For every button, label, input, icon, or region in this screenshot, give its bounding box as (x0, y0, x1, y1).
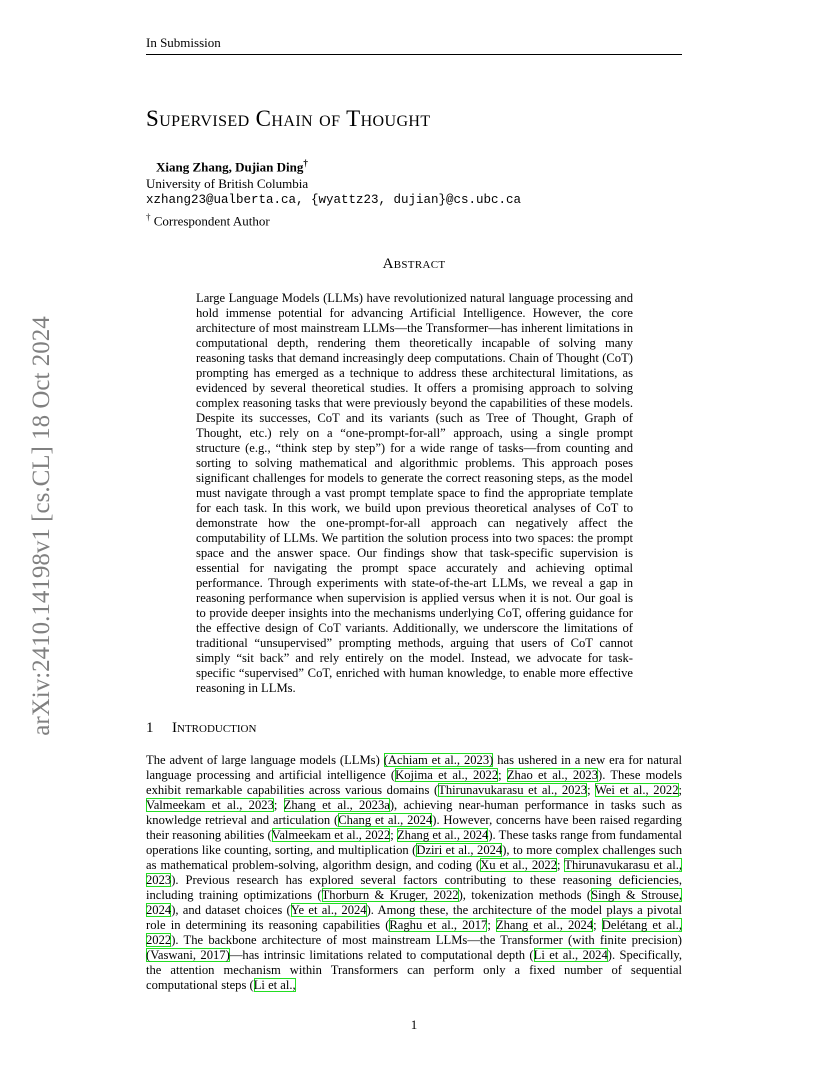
running-header: In Submission (146, 35, 682, 55)
intro-text: ; (593, 918, 602, 932)
citation-link[interactable]: Zhao et al., 2023 (506, 768, 599, 782)
citation-link[interactable]: Zhang et al., 2024 (396, 828, 489, 842)
arxiv-identifier: arXiv:2410.14198v1 [cs.CL] 18 Oct 2024 (28, 316, 55, 736)
author-block (146, 155, 521, 230)
intro-text: ). The backbone architecture of most mainstream LLMs—the Transformer (with finite precision) (171, 933, 682, 947)
citation-link[interactable]: Thorburn & Kruger, 2022 (321, 888, 459, 902)
citation-link[interactable]: Zhang et al., 2024 (495, 918, 594, 932)
intro-text: has ushered in a new era for natural language processing and artificial intelligence ( (146, 753, 682, 782)
intro-text: ; (557, 858, 565, 872)
intro-text: ), and dataset choices ( (171, 903, 291, 917)
citation-link[interactable]: Chang et al., 2024 (338, 813, 433, 827)
citation-link[interactable]: Kojima et al., 2022 (395, 768, 499, 782)
citation-link[interactable]: Valmeekam et al., 2022 (271, 828, 391, 842)
citation-link[interactable]: Zhang et al., 2023a (283, 798, 390, 812)
section-number: 1 (146, 720, 154, 736)
citation-link[interactable]: Li et al., (253, 978, 296, 992)
dagger-mark: † (303, 158, 308, 168)
intro-text: ). Previous research has explored several factors contributing to these reasoning deficiencies, including training optimizations ( (146, 873, 682, 902)
abstract-text: Large Language Models (LLMs) have revolutionized natural language processing and hold immense potential for advancing Artificial Intelligence. However, the core architecture of most mainstream LLMs—the Transformer—has inherent limitations in computational depth, rendering them theoretically incapable of solving many reasoning tasks that demand increasingly deep computations. Chain of Thought (CoT) prompting has emerged as a technique to address these architectural limitations, as evidenced by several theoretical studies. It offers a promising approach to solving complex reasoning tasks that were previously beyond the capabilities of these models. Despite its successes, CoT and its variants (such as Tree of Thought, Graph of Thought, etc.) rely on a “one-prompt-for-all” approach, using a single prompt structure (e.g., “think step by step”) for a wide range of tasks—from counting and sorting to solving mathematical and algorithmic problems. This approach poses significant challenges for models to generate the correct reasoning steps, as the model must navigate through a vast prompt template space to find the appropriate template for each task. In this work, we build upon previous theoretical analyses of CoT to demonstrate how the one-prompt-for-all approach can negatively affect the computability of LLMs. We partition the solution process into two spaces: the prompt space and the answer space. Our findings show that task-specific supervision is essential for navigating the prompt space accurately and achieving optimal performance. Through experiments with state-of-the-art LLMs, we reveal a gap in reasoning performance when supervision is applied versus when it is not. Our goal is to provide deeper insights into the mechanisms underlying CoT, offering guidance for the effective design of CoT variants. Additionally, we underscore the limitations of traditional “unsupervised” prompting methods, arguing that users of CoT cannot simply “sit back” and rely entirely on the model. Instead, we advocate for task-specific “supervised” CoT, enriched with human knowledge, to enable more effective reasoning in LLMs. (196, 291, 633, 695)
citation-link[interactable]: (Achiam et al., 2023) (383, 753, 494, 767)
section-heading (146, 720, 256, 737)
page-number: 1 (410, 1017, 418, 1032)
citation-link[interactable]: (Vaswani, 2017) (146, 948, 230, 962)
intro-text: ). These tasks range from fundamental operations like counting, sorting, and multiplication ( (146, 828, 682, 857)
intro-text: ). Specifically, the attention mechanism within Transformers can perform only a fixed number of sequential computational steps ( (146, 948, 683, 992)
intro-text: ), tokenization methods ( (458, 888, 592, 902)
author-names (146, 155, 521, 175)
citation-link[interactable]: Xu et al., 2022 (480, 858, 558, 872)
author-emails: xzhang23@ualberta.ca, {wyattz23, dujian}@cs.ubc.ca (146, 193, 522, 208)
intro-text: ; (498, 768, 507, 782)
author-note (146, 209, 521, 229)
citation-link[interactable]: Thirunavukarasu et al., 2023 (146, 858, 682, 887)
affiliation: University of British Columbia (146, 176, 309, 192)
citation-link[interactable]: Raghu et al., 2017 (389, 918, 488, 932)
citation-link[interactable]: Dziri et al., 2024 (416, 843, 503, 857)
author-names-text: Xiang Zhang, Dujian Ding (156, 159, 304, 175)
intro-text: ). However, concerns have been raised regarding their reasoning abilities ( (146, 813, 682, 842)
citation-link[interactable]: Li et al., 2024 (533, 948, 608, 962)
intro-text: ; (390, 828, 397, 842)
intro-text: ). Among these, the architecture of the model plays a pivotal role in determining its reasoning capabilities ( (146, 903, 683, 932)
citation-link[interactable]: Singh & Strouse, 2024 (146, 888, 682, 917)
note-text: Correspondent Author (153, 213, 270, 229)
citation-link[interactable]: Wei et al., 2022 (594, 783, 679, 797)
intro-text: ; (678, 783, 682, 797)
citation-link[interactable]: Valmeekam et al., 2023 (146, 798, 274, 812)
citation-link[interactable]: Ye et al., 2024 (290, 903, 367, 917)
intro-text: —has intrinsic limitations related to computational depth ( (229, 948, 534, 962)
intro-text: ; (487, 918, 496, 932)
abstract-heading: Abstract (382, 256, 446, 272)
citation-link[interactable]: Delétang et al., 2022 (146, 918, 682, 947)
intro-text: ). These models exhibit remarkable capabilities across various domains ( (146, 768, 682, 797)
citation-link[interactable]: Thirunavukarasu et al., 2023 (438, 783, 588, 797)
intro-text: ), to more complex challenges such as mathematical problem-solving, algorithm design, and coding ( (146, 843, 683, 872)
note-dagger: † (146, 212, 151, 223)
intro-text: ; (587, 783, 595, 797)
intro-text: ), achieving near-human performance in tasks such as knowledge retrieval and articulation ( (146, 798, 682, 827)
intro-text: The advent of large language models (LLMs) (146, 753, 384, 767)
paper-title: Supervised Chain of Thought (146, 106, 431, 131)
intro-text: ; (273, 798, 284, 812)
section-title: Introduction (172, 720, 257, 736)
intro-paragraph (146, 753, 682, 993)
